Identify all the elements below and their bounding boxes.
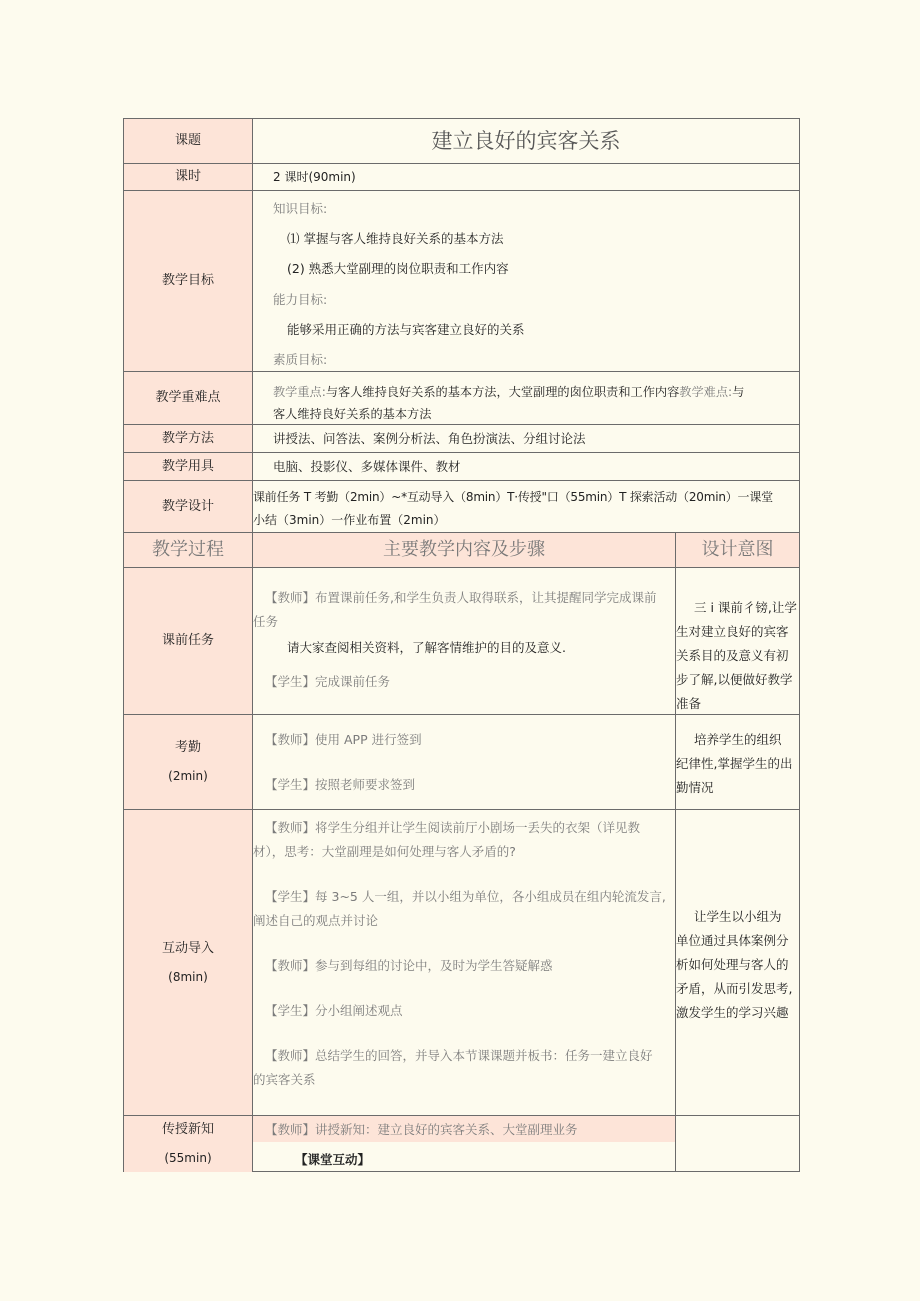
attendance-student-text: 按照老师要求签到 (315, 777, 416, 792)
title-value-cell (253, 119, 799, 164)
intro-intent-1: 让学生以小组为 (694, 909, 782, 924)
ability-heading: 能力目标: (273, 291, 328, 307)
tools-value-cell (253, 453, 799, 481)
intro-label-cell (124, 810, 253, 1116)
quality-heading: 素质目标: (273, 352, 328, 368)
title-label-cell (124, 119, 253, 164)
attendance-teacher-tag: 【教师】 (265, 732, 316, 747)
knowledge-item-2: (2) 熟悉大堂副理的岗位职责和工作内容 (287, 261, 509, 277)
lesson-plan-table (123, 118, 800, 1172)
pre-task-intent-2: 生对建立良好的宾客 (676, 624, 789, 639)
teach-teacher-text: 讲授新知：建立良好的宾客关系、大堂副理业务 (315, 1122, 578, 1137)
key-point-text: 与客人维持良好关系的基本方法，大堂副理的囱位职责和工作内容 (325, 385, 680, 399)
intro-teacher-tag-2: 【教师】 (265, 958, 316, 973)
design-content-cell (253, 481, 799, 533)
design-line-1: 课前任务 T 考勤（2min）~*互动导入（8min）T·传授"口（55min）T 探索活动（20min）一课堂 (253, 490, 773, 504)
intro-intent-4: 矛盾，从而引发思考, (676, 981, 793, 996)
teach-label: 传授新知 (161, 1122, 214, 1137)
intro-label: 互动导入 (161, 940, 214, 956)
objectives-label-cell (124, 191, 253, 372)
key-point-tag: 教学重点: (273, 385, 326, 399)
intro-teacher-tag-1: 【教师】 (265, 820, 316, 835)
intro-student-text-1: 每 3~5 人一组，并以小组为单位，各小组成员在组内轮流发言, (315, 889, 666, 904)
content-header-label: 主要教学内容及步骤 (383, 539, 545, 560)
objectives-label: 教学目标 (161, 273, 214, 288)
teach-label-cell (124, 1116, 253, 1172)
attendance-intent-1: 培养学生的组织 (694, 732, 782, 747)
keypoints-content-cell (253, 372, 799, 425)
pre-task-student-text: 完成课前任务 (315, 674, 391, 689)
process-header-col3 (676, 533, 799, 568)
pre-task-teacher-text: 布置课前任务,和学生负责人取得联系，让其提醒同学完成课前 (315, 590, 657, 605)
intro-intent-3: 析如何处理与客人的 (676, 957, 789, 972)
teach-teacher-tag: 【教师】 (265, 1122, 316, 1137)
attendance-intent-cell (676, 715, 799, 810)
process-header-col2 (253, 533, 676, 568)
attendance-intent-2: 纪律性,掌握学生的出 (676, 756, 793, 771)
ability-item-1: 能够采用正确的方法与宾客建立良好的关系 (287, 321, 525, 337)
teach-duration: (55min) (164, 1151, 212, 1165)
hours-value: 2 课时(90min) (273, 170, 356, 184)
methods-label-cell (124, 425, 253, 453)
objectives-content-cell (253, 191, 799, 372)
hours-label: 课时 (174, 169, 201, 184)
attendance-content-cell (253, 715, 676, 810)
intent-header-label: 设计意图 (701, 539, 774, 560)
attendance-duration: (2min) (168, 769, 208, 783)
intro-student-tag-2: 【学生】 (265, 1003, 316, 1018)
design-line-2: 小结（3min）一作业布置（2min） (253, 513, 446, 527)
hours-label-cell (124, 164, 253, 191)
pre-task-student-tag: 【学生】 (265, 674, 316, 689)
knowledge-item-1: ⑴ 掌握与客人维持良好关系的基本方法 (287, 231, 504, 247)
pre-task-teacher-tag: 【教师】 (265, 590, 316, 605)
intro-teacher-tag-3: 【教师】 (265, 1048, 316, 1063)
intro-intent-5: 激发学生的学习兴趣 (676, 1005, 789, 1020)
teach-content-cell (253, 1116, 676, 1172)
design-label: 教学设计 (161, 498, 214, 514)
intro-intent-2: 单位通过具体案例分 (676, 933, 789, 948)
lesson-title: 建立良好的宾客关系 (431, 129, 621, 153)
keypoints-label: 教学重难点 (155, 390, 221, 405)
keypoints-label-cell (124, 372, 253, 425)
attendance-teacher-text: 使用 APP 进行签到 (315, 732, 422, 747)
tools-label: 教学用具 (161, 458, 214, 474)
intro-teacher-text-1b: 材），思考：大堂副理是如何处理与客人矛盾的? (253, 844, 516, 859)
intro-student-text-1b: 阐述自己的观点并讨论 (253, 913, 379, 928)
hours-value-cell (253, 164, 799, 191)
intro-intent-cell (676, 810, 799, 1116)
process-header-col1 (124, 533, 253, 568)
difficulty-text-end: 客人维持良好关系的基本方法 (273, 407, 432, 421)
methods-label: 教学方法 (161, 430, 214, 446)
pre-task-label-cell (124, 568, 253, 715)
intro-teacher-text-1: 将学生分组并让学生阅读前厅小剧场一丢失的衣架（详见教 (315, 820, 641, 835)
knowledge-heading: 知识目标: (273, 201, 328, 216)
intro-teacher-text-3: 总结学生的回答，并导入本节课课题并板书：任务一建立良好 (315, 1048, 653, 1063)
methods-value: 讲授法、问答法、案例分析法、角色扮演法、分组讨论法 (273, 430, 586, 446)
difficulty-text-start: 与 (732, 385, 745, 399)
attendance-label: 考勤 (174, 740, 201, 755)
attendance-label-cell (124, 715, 253, 810)
methods-value-cell (253, 425, 799, 453)
pre-task-intent-1: 三 i 课前彳镑,让学 (694, 600, 797, 615)
intro-content-cell (253, 810, 676, 1116)
process-header-label: 教学过程 (152, 539, 224, 560)
pre-task-intent-cell (676, 568, 799, 715)
pre-task-intent-3: 关系目的及意义有初 (676, 648, 789, 663)
attendance-student-tag: 【学生】 (265, 777, 316, 792)
intro-teacher-text-2: 参与到每组的讨论中，及时为学生答疑解惑 (315, 958, 553, 973)
title-label: 课题 (174, 133, 201, 148)
teach-intent-cell (676, 1116, 799, 1172)
pre-task-label: 课前任务 (161, 633, 214, 648)
intro-teacher-text-3b: 的宾客关系 (253, 1072, 316, 1087)
difficulty-tag: 教学难点: (679, 385, 733, 399)
intro-duration: (8min) (168, 969, 208, 984)
class-interaction-heading: 【课堂互动】 (295, 1152, 371, 1167)
design-label-cell (124, 481, 253, 533)
pre-task-teacher-text-2: 任务 (253, 614, 279, 629)
tools-label-cell (124, 453, 253, 481)
intro-student-tag-1: 【学生】 (265, 889, 316, 904)
pre-task-intent-4: 步了解,以便做好教学 (676, 672, 793, 687)
pre-task-intent-5: 准备 (676, 696, 702, 711)
pre-task-content-cell (253, 568, 676, 715)
intro-student-text-2: 分小组阐述观点 (315, 1003, 403, 1018)
pre-task-instruction: 请大家查阅相关资料，了解客情维护的目的及意义. (287, 640, 566, 655)
tools-value: 电脑、投影仪、多媒体课件、教材 (273, 458, 461, 474)
attendance-intent-3: 勤情况 (676, 780, 714, 795)
